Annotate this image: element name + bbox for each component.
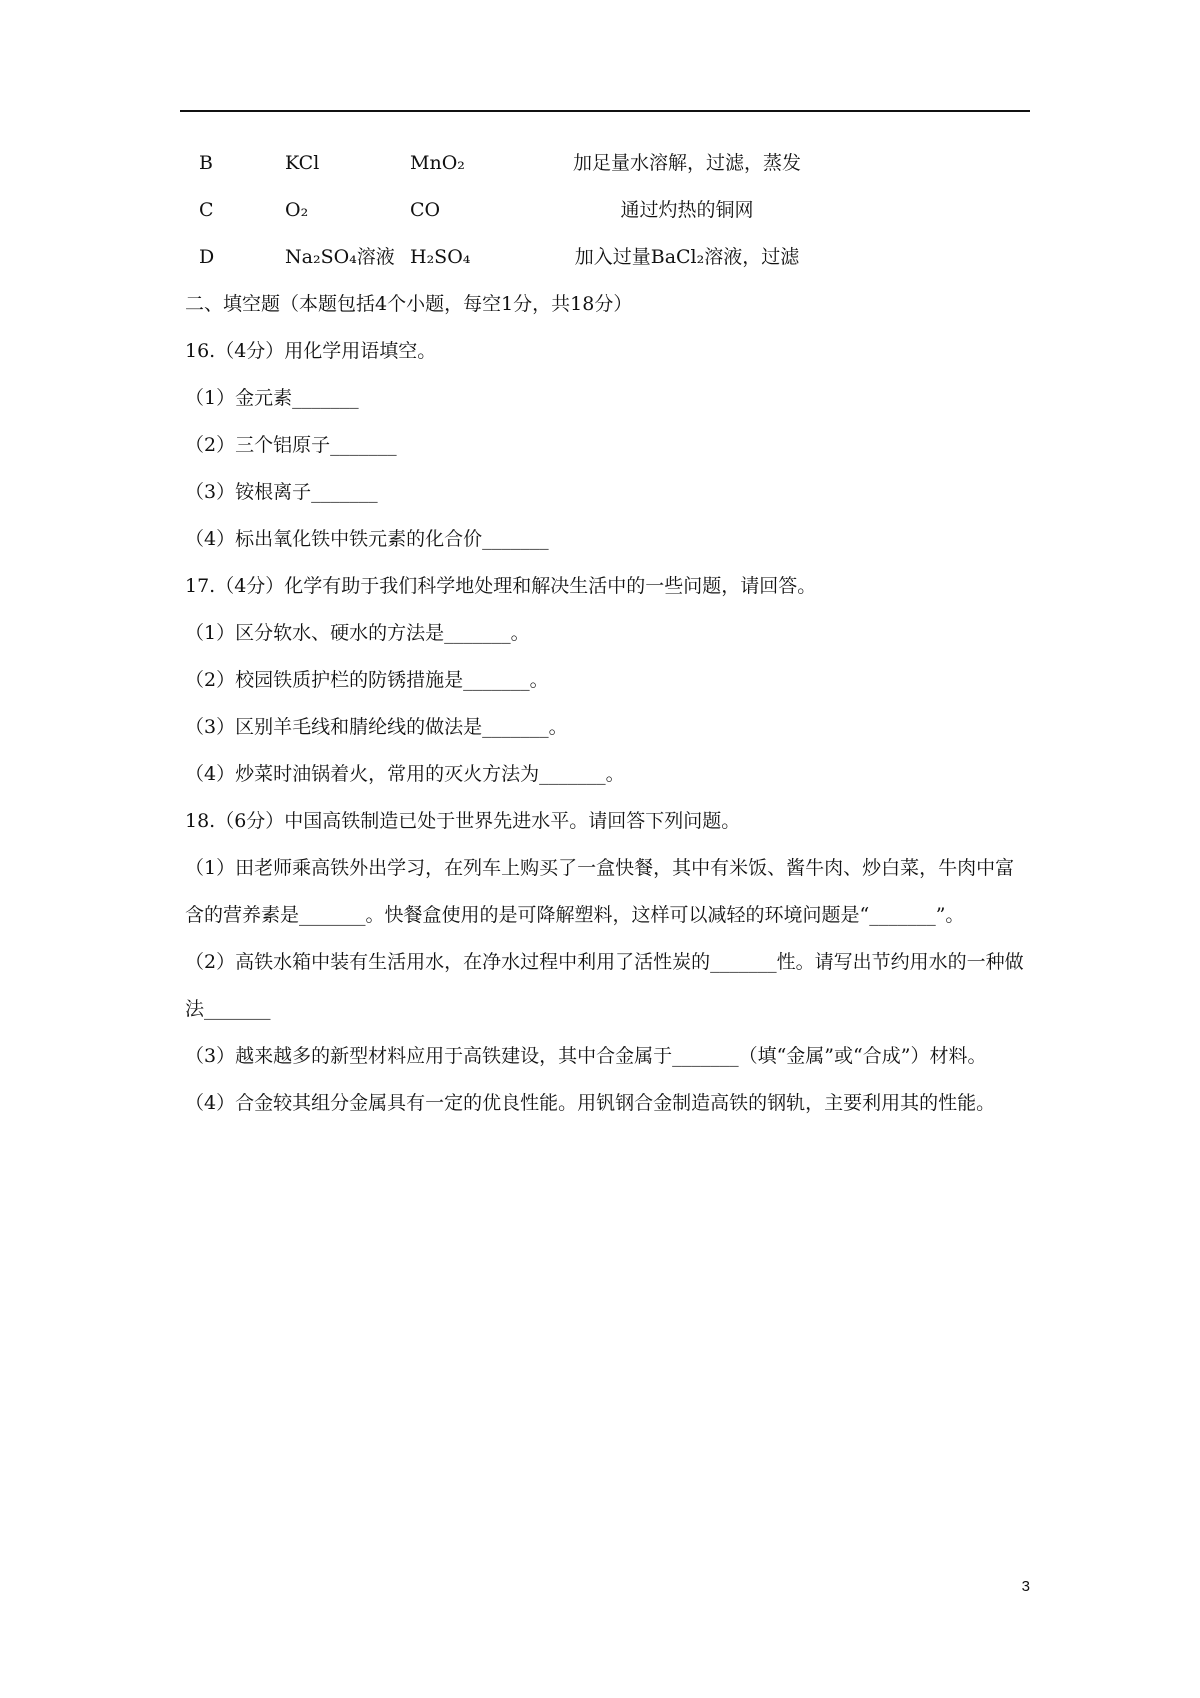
question-17-item-2: （2）校园铁质护栏的防锈措施是_______。 (185, 669, 549, 691)
option-label: B (199, 152, 213, 174)
substance: Na₂SO₄溶液 (285, 246, 395, 268)
question-18-stem: 18.（6分）中国高铁制造已处于世界先进水平。请回答下列问题。 (185, 810, 741, 832)
option-label: C (199, 199, 214, 221)
question-17-item-3: （3）区别羊毛线和腈纶线的做法是_______。 (185, 716, 568, 738)
question-17-item-4: （4）炒菜时油锅着火，常用的灭火方法为_______。 (185, 763, 625, 785)
method: 通过灼热的铜网 (620, 199, 754, 221)
question-18-item-4: （4）合金较其组分金属具有一定的优良性能。用钒钢合金制造高铁的钢轨，主要利用其的性能。 (185, 1092, 996, 1114)
question-16-item-1: （1）金元素_______ (185, 387, 359, 409)
impurity: CO (410, 199, 441, 221)
table-row (185, 234, 1030, 281)
question-16-item-4: （4）标出氧化铁中铁元素的化合价_______ (185, 528, 549, 550)
method: 加足量水溶解，过滤，蒸发 (572, 152, 801, 174)
substance: KCl (285, 152, 320, 174)
question-16-item-3: （3）铵根离子_______ (185, 481, 378, 503)
table-row (185, 187, 1030, 234)
question-18-item-1: （1）田老师乘高铁外出学习，在列车上购买了一盒快餐，其中有米饭、酱牛肉、炒白菜，牛肉中富含的营养素是_______。快餐盒使用的是可降解塑料，这样可以减轻的环境问题是“_______”。 (185, 857, 1015, 926)
header-rule (180, 110, 1030, 112)
question-18-item-3: （3）越来越多的新型材料应用于高铁建设，其中合金属于_______（填“金属”或“合成”）材料。 (185, 1045, 987, 1067)
page-content (185, 140, 1030, 1127)
question-17-stem: 17.（4分）化学有助于我们科学地处理和解决生活中的一些问题，请回答。 (185, 575, 817, 597)
substance: O₂ (285, 199, 309, 221)
option-label: D (199, 246, 215, 268)
section-heading: 二、填空题（本题包括4个小题，每空1分，共18分） (185, 293, 633, 315)
page-number: 3 (1021, 1578, 1030, 1595)
question-17-item-1: （1）区分软水、硬水的方法是_______。 (185, 622, 530, 644)
question-18-item-2: （2）高铁水箱中装有生活用水，在净水过程中利用了活性炭的_______性。请写出节约用水的一种做法_______ (185, 951, 1024, 1020)
impurity: H₂SO₄ (410, 246, 471, 268)
question-16-stem: 16.（4分）用化学用语填空。 (185, 340, 437, 362)
method: 加入过量BaCl₂溶液，过滤 (574, 246, 800, 268)
table-row (185, 140, 1030, 187)
question-16-item-2: （2）三个铝原子_______ (185, 434, 397, 456)
impurity: MnO₂ (410, 152, 465, 174)
